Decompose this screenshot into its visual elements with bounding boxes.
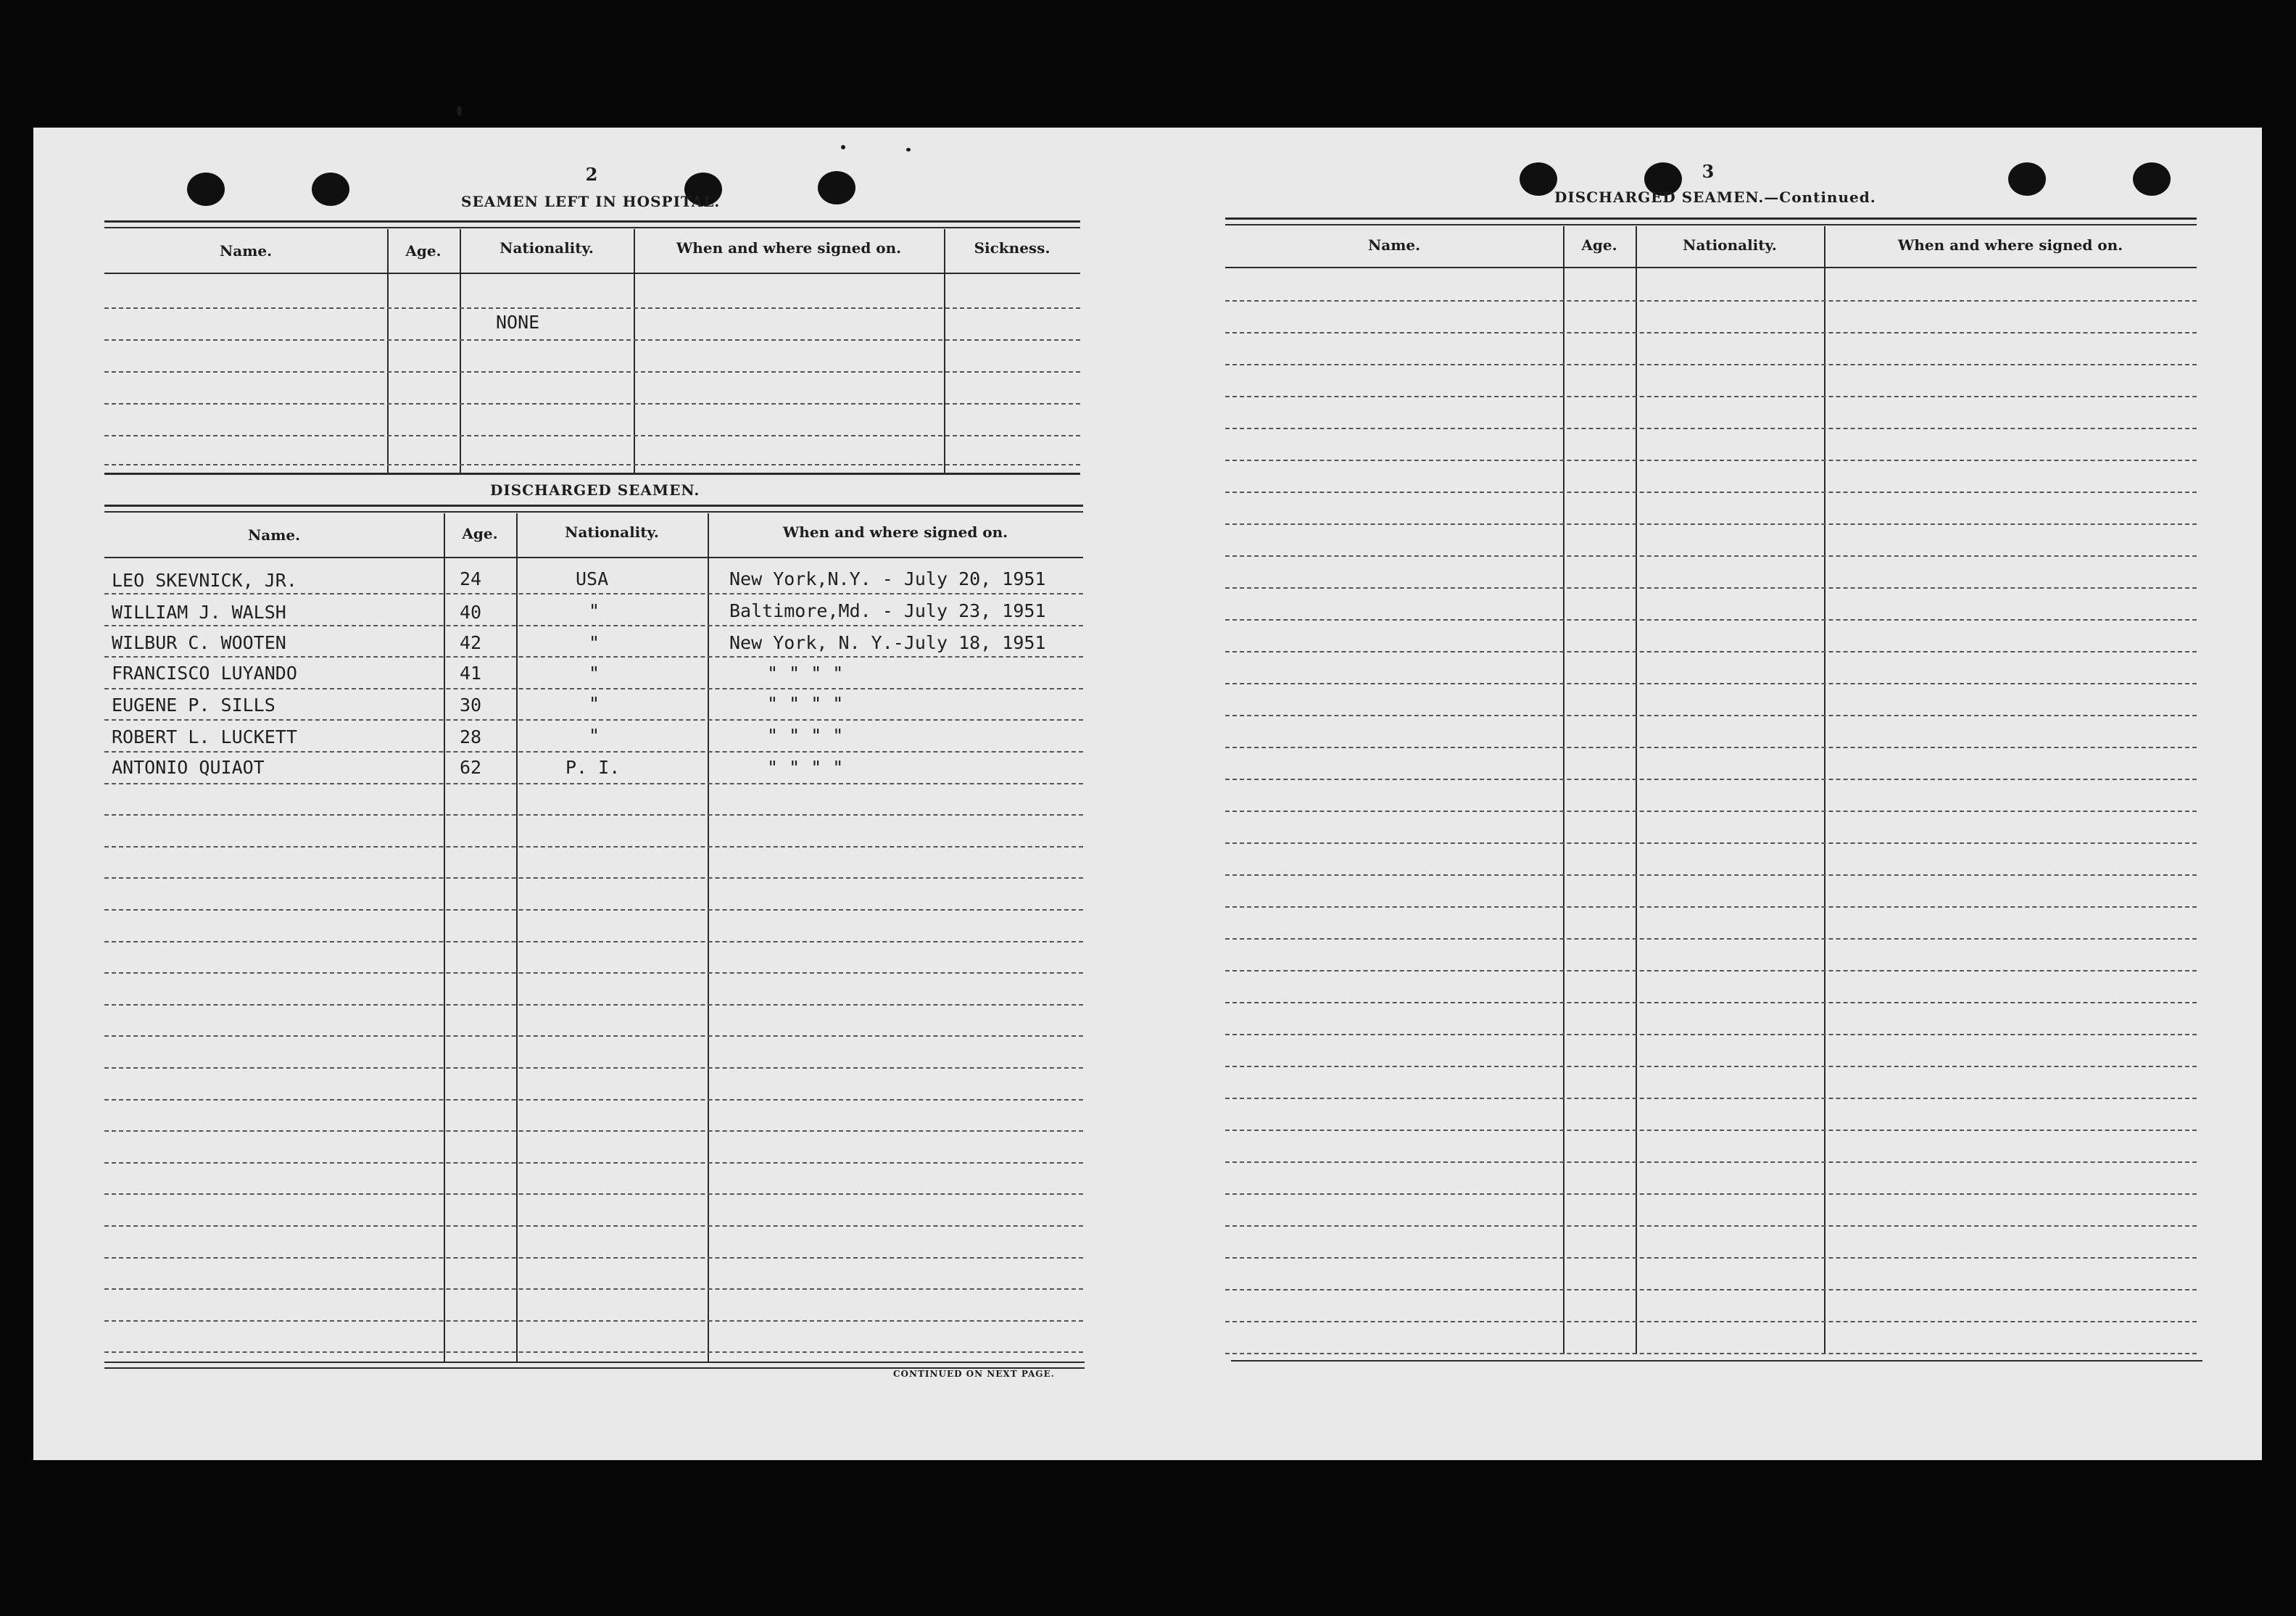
row-line — [104, 1288, 1083, 1290]
document-sheet — [33, 128, 2262, 1460]
seaman-nationality: " — [589, 632, 600, 653]
seaman-name: EUGENE P. SILLS — [112, 695, 275, 716]
row-line — [1225, 1353, 2197, 1354]
speck — [841, 145, 845, 149]
row-line — [1225, 842, 2197, 844]
row-line — [1225, 1193, 2197, 1195]
header-rule — [104, 273, 1080, 274]
seaman-name: FRANCISCO LUYANDO — [112, 663, 297, 684]
row-line — [1225, 1098, 2197, 1099]
row-line — [104, 972, 1083, 974]
section-rule — [104, 511, 1083, 513]
col-header-name: Name. — [1367, 236, 1421, 254]
seaman-nationality: " — [589, 663, 600, 684]
col-header-nationality: Nationality. — [1683, 236, 1777, 254]
row-line — [104, 1004, 1083, 1006]
row-line — [104, 371, 1080, 373]
row-line — [104, 814, 1083, 816]
header-rule — [1225, 267, 2197, 268]
row-line — [104, 1320, 1083, 1322]
row-line — [104, 403, 1080, 405]
col-header-signed-on: When and where signed on. — [782, 523, 1008, 541]
row-line — [104, 846, 1083, 848]
row-line — [1225, 523, 2197, 525]
row-line — [104, 941, 1083, 942]
bottom-rule — [1231, 1360, 2202, 1362]
hospital-entry-none: NONE — [496, 312, 540, 333]
col-header-name: Name. — [219, 242, 273, 260]
row-line — [104, 688, 1083, 689]
punch-hole — [1520, 162, 1557, 196]
section-rule — [104, 505, 1083, 507]
page-number-right: 3 — [1702, 161, 1715, 182]
row-line — [1225, 1002, 2197, 1003]
seaman-age: 24 — [460, 568, 482, 589]
punch-hole — [187, 173, 225, 206]
punch-hole — [2133, 162, 2171, 196]
header-rule — [104, 557, 1083, 558]
col-header-nationality: Nationality. — [500, 239, 594, 257]
row-line — [1225, 651, 2197, 652]
page-number-left: 2 — [585, 164, 598, 185]
column-divider — [516, 513, 518, 1362]
row-line — [104, 909, 1083, 911]
section-rule — [104, 473, 1080, 475]
col-header-name: Name. — [247, 526, 301, 544]
row-line — [1225, 460, 2197, 461]
row-line — [104, 1067, 1083, 1069]
seaman-signed-on: Baltimore,Md. - July 23, 1951 — [729, 600, 1046, 621]
punch-hole — [312, 173, 349, 206]
col-header-nationality: Nationality. — [565, 523, 659, 541]
row-line — [1225, 332, 2197, 333]
right-section-title: DISCHARGED SEAMEN.—Continued. — [1554, 188, 1876, 206]
row-line — [1225, 300, 2197, 302]
seaman-nationality: " — [589, 600, 600, 621]
seaman-signed-on: " " " " — [767, 757, 844, 778]
seaman-age: 42 — [460, 632, 482, 653]
row-line — [104, 783, 1083, 784]
row-line — [104, 1035, 1083, 1037]
seaman-age: 30 — [460, 695, 482, 716]
row-line — [1225, 619, 2197, 621]
row-line — [1225, 428, 2197, 429]
row-line — [1225, 970, 2197, 971]
row-line — [104, 339, 1080, 341]
row-line — [104, 1351, 1083, 1353]
col-header-age: Age. — [462, 525, 498, 542]
bottom-rule — [104, 1362, 1085, 1363]
seaman-signed-on: " " " " — [767, 693, 844, 714]
seaman-age: 41 — [460, 663, 482, 684]
row-line — [1225, 1289, 2197, 1290]
seaman-nationality: " — [589, 693, 600, 714]
row-line — [1225, 811, 2197, 812]
row-line — [1225, 906, 2197, 908]
row-line — [104, 435, 1080, 436]
punch-hole — [818, 171, 855, 204]
seaman-nationality: P. I. — [565, 757, 621, 778]
speck — [906, 148, 911, 152]
col-header-age: Age. — [1581, 236, 1617, 254]
row-line — [1225, 938, 2197, 940]
row-line — [104, 1130, 1083, 1132]
row-line — [1225, 1066, 2197, 1067]
seaman-name: WILBUR C. WOOTEN — [112, 632, 286, 653]
row-line — [1225, 1225, 2197, 1227]
seaman-signed-on: " " " " — [767, 663, 844, 684]
seaman-nationality: USA — [576, 568, 609, 589]
top-rule — [104, 220, 1080, 223]
seaman-age: 40 — [460, 602, 482, 623]
discharged-section-title: DISCHARGED SEAMEN. — [490, 481, 700, 499]
row-line — [1225, 874, 2197, 876]
speck — [457, 106, 462, 116]
seaman-nationality: " — [589, 725, 600, 746]
row-line — [104, 1257, 1083, 1259]
top-rule — [1225, 224, 2197, 225]
row-line — [1225, 747, 2197, 748]
row-line — [1225, 396, 2197, 397]
row-line — [1225, 492, 2197, 493]
top-rule — [104, 227, 1080, 228]
col-header-age: Age. — [405, 242, 442, 260]
seaman-age: 62 — [460, 757, 482, 778]
row-line — [1225, 1321, 2197, 1322]
row-line — [1225, 1034, 2197, 1035]
col-header-signed-on: When and where signed on. — [1897, 236, 2123, 254]
row-line — [104, 1162, 1083, 1164]
row-line — [1225, 1130, 2197, 1131]
row-line — [1225, 587, 2197, 589]
seaman-signed-on: " " " " — [767, 725, 844, 746]
row-line — [104, 593, 1083, 594]
punch-hole — [2008, 162, 2046, 196]
continued-note: CONTINUED ON NEXT PAGE. — [893, 1369, 1055, 1379]
row-line — [1225, 555, 2197, 557]
row-line — [1225, 1257, 2197, 1259]
row-line — [104, 625, 1083, 626]
seaman-name: LEO SKEVNICK, JR. — [112, 570, 297, 591]
row-line — [104, 751, 1083, 753]
hospital-section-title: SEAMEN LEFT IN HOSPITAL. — [461, 193, 721, 210]
seaman-signed-on: New York, N. Y.-July 18, 1951 — [729, 632, 1046, 653]
row-line — [104, 1099, 1083, 1101]
row-line — [104, 719, 1083, 721]
row-line — [104, 1193, 1083, 1195]
row-line — [104, 307, 1080, 309]
col-header-sickness: Sickness. — [974, 239, 1050, 257]
row-line — [104, 656, 1083, 658]
row-line — [104, 877, 1083, 879]
row-line — [1225, 715, 2197, 716]
row-line — [104, 464, 1080, 465]
col-header-signed-on: When and where signed on. — [676, 239, 902, 257]
row-line — [1225, 364, 2197, 365]
seaman-name: ROBERT L. LUCKETT — [112, 726, 297, 747]
top-rule — [1225, 217, 2197, 220]
seaman-name: WILLIAM J. WALSH — [112, 602, 286, 623]
row-line — [104, 1225, 1083, 1227]
row-line — [1225, 683, 2197, 684]
row-line — [1225, 779, 2197, 780]
row-line — [1225, 1161, 2197, 1163]
seaman-name: ANTONIO QUIAOT — [112, 757, 265, 778]
seaman-age: 28 — [460, 726, 482, 747]
column-divider — [708, 513, 709, 1362]
column-divider — [444, 513, 445, 1362]
seaman-signed-on: New York,N.Y. - July 20, 1951 — [729, 568, 1046, 589]
